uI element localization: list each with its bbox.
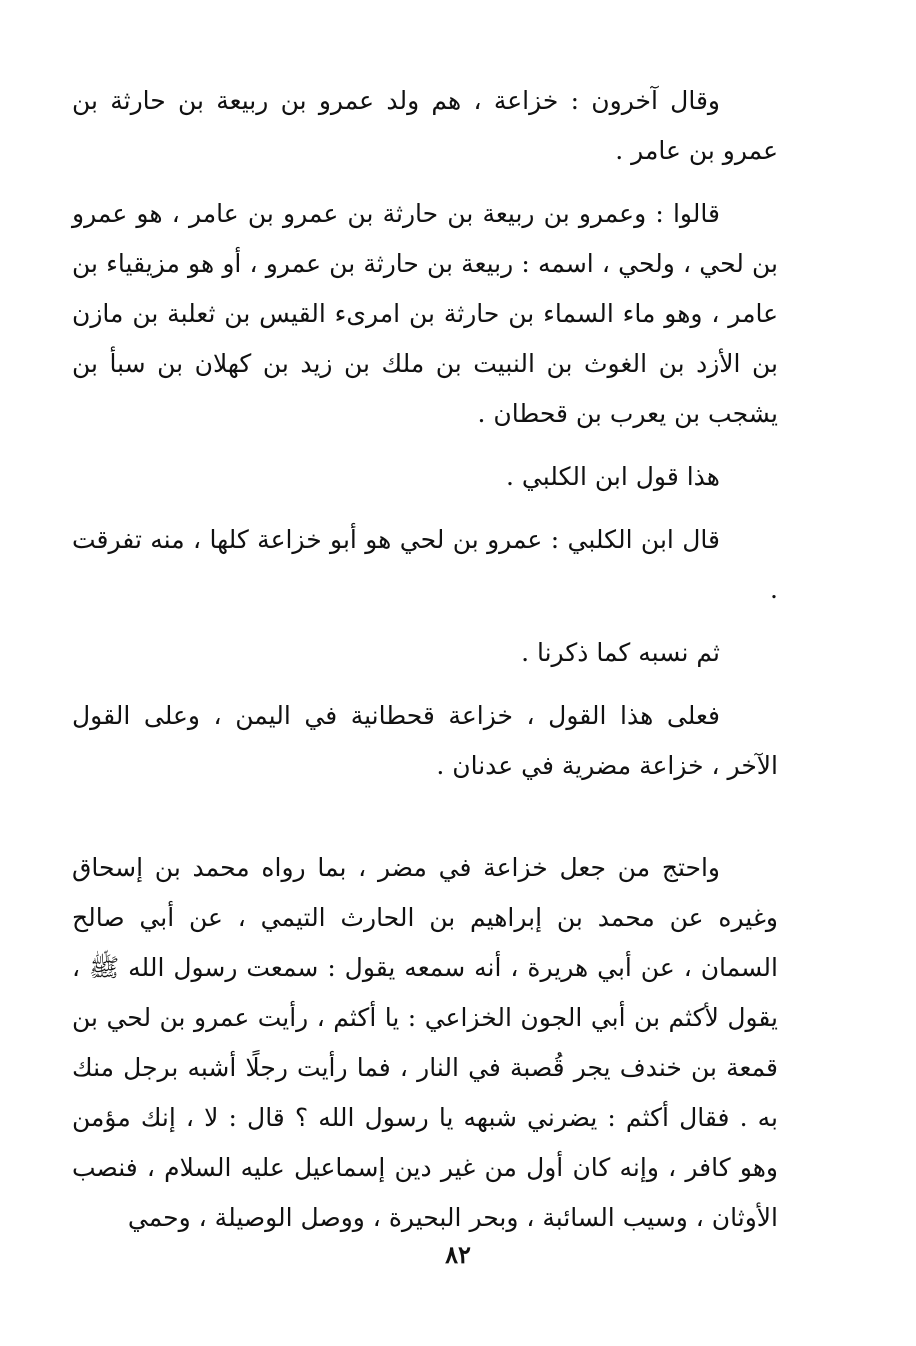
paragraph-6: فعلى هذا القول ، خزاعة قحطانية في اليمن ، وعلى القول الآخر ، خزاعة مضرية في عدنان . — [72, 701, 778, 780]
body-text — [72, 76, 778, 1243]
paragraph-7: واحتج من جعل خزاعة في مضر ، بما رواه محمد بن إسحاق وغيره عن محمد بن إبراهيم بن الحارث التيمي ، عن أبي صالح السمان ، عن أبي هريرة ، أنه سمعه يقول : سمعت رسول الله ﷺ ، يقول لأكثم بن أبي الجون الخزاعي : يا أكثم ، رأيت عمرو بن لحي بن قمعة بن خندف يجر قُصبة في النار ، فما رأيت رجلًا أشبه برجل منك به . فقال أكثم : يضرني شبهه يا رسول الله ؟ قال : لا ، إنك مؤمن وهو كافر ، وإنه كان أول من غير دين إسماعيل عليه السلام ، فنصب الأوثان ، وسيب السائبة ، وبحر البحيرة ، ووصل الوصيلة ، وحمي — [72, 853, 778, 1232]
paragraph-4: قال ابن الكلبي : عمرو بن لحي هو أبو خزاعة كلها ، منه تفرقت . — [72, 525, 778, 604]
paragraph-2: قالوا : وعمرو بن ربيعة بن حارثة بن عمرو بن عامر ، هو عمرو بن لحي ، ولحي ، اسمه : ربيعة بن حارثة بن عمرو ، أو هو مزيقياء بن عامر ، وهو ماء السماء بن حارثة بن امرىء القيس بن ثعلبة بن مازن بن الأزد بن الغوث بن النبيت بن ملك بن زيد بن كهلان بن سبأ بن يشجب بن يعرب بن قحطان . — [72, 199, 778, 428]
paragraph-1: وقال آخرون : خزاعة ، هم ولد عمرو بن ربيعة بن حارثة بن عمرو بن عامر . — [72, 86, 778, 165]
paragraph-3: هذا قول ابن الكلبي . — [506, 462, 720, 491]
page-number: ٨٢ — [445, 1240, 471, 1269]
paragraph-5: ثم نسبه كما ذكرنا . — [521, 638, 720, 667]
